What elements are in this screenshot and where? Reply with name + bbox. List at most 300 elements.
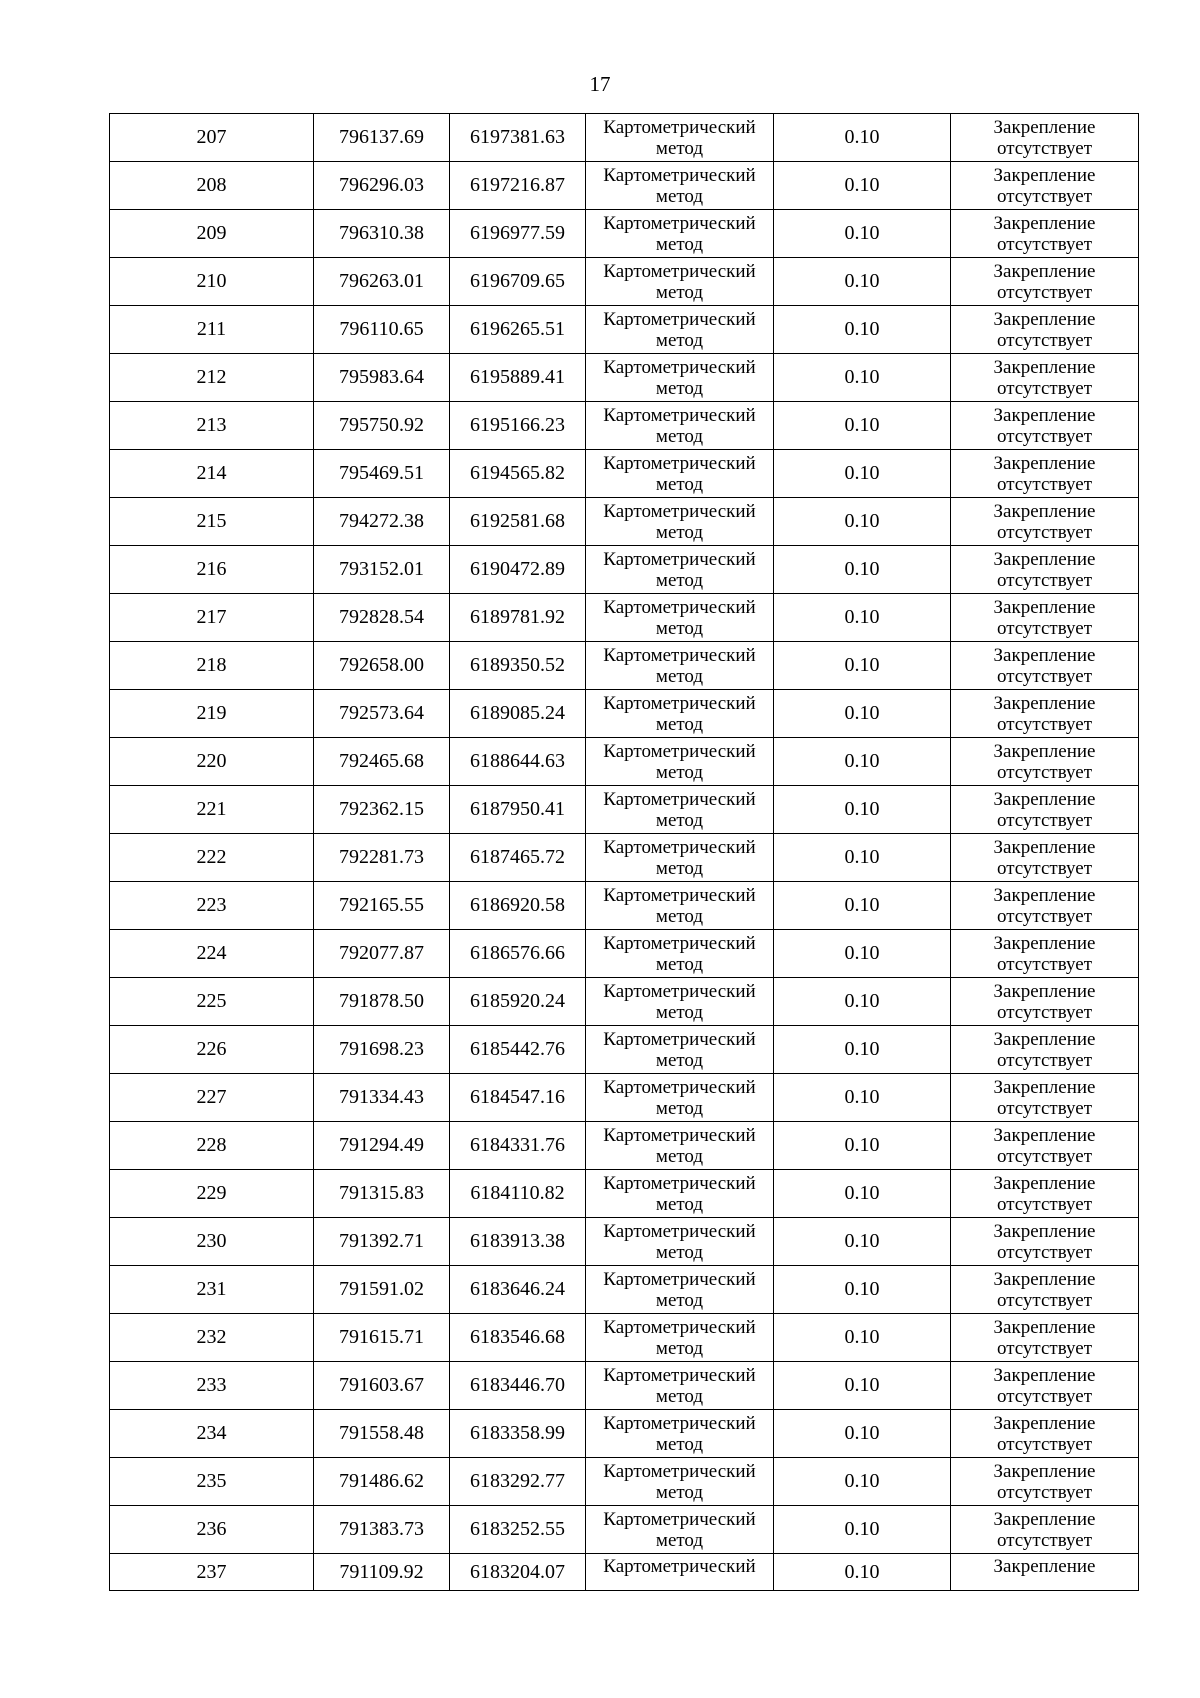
method-cell-line: Картометрический	[603, 357, 756, 378]
x-coordinate-cell: 796263.01	[314, 258, 450, 306]
point-number-cell: 211	[110, 306, 314, 354]
table-row	[110, 930, 1139, 978]
table-row	[110, 882, 1139, 930]
fixing-cell-line: отсутствует	[996, 186, 1093, 207]
point-number-cell: 207	[110, 114, 314, 162]
fixing-cell-line: Закрепление	[993, 213, 1096, 234]
x-coordinate-cell: 791591.02	[314, 1266, 450, 1314]
fixing-cell	[951, 834, 1139, 882]
method-cell	[586, 1458, 774, 1506]
point-number-cell: 214	[110, 450, 314, 498]
fixing-cell	[951, 258, 1139, 306]
method-cell-line: Картометрический	[603, 981, 756, 1002]
method-cell-line: Картометрический	[603, 165, 756, 186]
x-coordinate-cell: 792077.87	[314, 930, 450, 978]
y-coordinate-cell: 6194565.82	[450, 450, 586, 498]
x-coordinate-cell: 791615.71	[314, 1314, 450, 1362]
method-cell-line: Картометрический	[603, 1461, 756, 1482]
fixing-cell	[951, 114, 1139, 162]
table-row	[110, 834, 1139, 882]
x-coordinate-cell: 795750.92	[314, 402, 450, 450]
fixing-cell	[951, 546, 1139, 594]
method-cell-line: метод	[655, 1002, 704, 1023]
method-cell-line: Картометрический	[603, 1317, 756, 1338]
x-coordinate-cell: 791603.67	[314, 1362, 450, 1410]
y-coordinate-cell: 6183913.38	[450, 1218, 586, 1266]
point-number-cell: 228	[110, 1122, 314, 1170]
fixing-cell-line: Закрепление	[993, 501, 1096, 522]
point-number-cell: 229	[110, 1170, 314, 1218]
x-coordinate-cell: 792281.73	[314, 834, 450, 882]
accuracy-cell: 0.10	[774, 978, 951, 1026]
fixing-cell-line: Закрепление	[993, 933, 1096, 954]
fixing-cell	[951, 930, 1139, 978]
fixing-cell-line: отсутствует	[996, 762, 1093, 783]
method-cell-line: Картометрический	[603, 1029, 756, 1050]
table-row	[110, 1458, 1139, 1506]
fixing-cell-line: Закрепление	[993, 1269, 1096, 1290]
method-cell	[586, 1218, 774, 1266]
method-cell-line: метод	[655, 1242, 704, 1263]
x-coordinate-cell: 791294.49	[314, 1122, 450, 1170]
accuracy-cell: 0.10	[774, 642, 951, 690]
fixing-cell	[951, 978, 1139, 1026]
point-number-cell: 232	[110, 1314, 314, 1362]
point-number-cell: 236	[110, 1506, 314, 1554]
method-cell-line: Картометрический	[603, 1077, 756, 1098]
table-row	[110, 1218, 1139, 1266]
table-row	[110, 1170, 1139, 1218]
fixing-cell	[951, 498, 1139, 546]
table-row	[110, 354, 1139, 402]
y-coordinate-cell: 6184110.82	[450, 1170, 586, 1218]
point-number-cell: 222	[110, 834, 314, 882]
fixing-cell	[951, 1122, 1139, 1170]
y-coordinate-cell: 6196265.51	[450, 306, 586, 354]
table-row	[110, 690, 1139, 738]
y-coordinate-cell: 6189085.24	[450, 690, 586, 738]
table-row	[110, 1410, 1139, 1458]
table-row	[110, 1074, 1139, 1122]
method-cell-line: Картометрический	[603, 837, 756, 858]
fixing-cell-line: отсутствует	[996, 1050, 1093, 1071]
fixing-cell-line: Закрепление	[993, 1221, 1096, 1242]
method-cell-line: Картометрический	[603, 1173, 756, 1194]
fixing-cell	[951, 402, 1139, 450]
method-cell	[586, 1074, 774, 1122]
accuracy-cell: 0.10	[774, 1026, 951, 1074]
fixing-cell-line: отсутствует	[996, 522, 1093, 543]
method-cell	[586, 786, 774, 834]
fixing-cell-line: Закрепление	[993, 357, 1096, 378]
fixing-cell-line: Закрепление	[993, 261, 1096, 282]
fixing-cell-line: отсутствует	[996, 1098, 1093, 1119]
accuracy-cell: 0.10	[774, 1074, 951, 1122]
x-coordinate-cell: 792165.55	[314, 882, 450, 930]
x-coordinate-cell: 792465.68	[314, 738, 450, 786]
y-coordinate-cell: 6186576.66	[450, 930, 586, 978]
table-row	[110, 114, 1139, 162]
fixing-cell-line: отсутствует	[996, 474, 1093, 495]
method-cell-line: метод	[655, 570, 704, 591]
accuracy-cell: 0.10	[774, 1458, 951, 1506]
x-coordinate-cell: 796310.38	[314, 210, 450, 258]
table-row	[110, 1362, 1139, 1410]
y-coordinate-cell: 6190472.89	[450, 546, 586, 594]
method-cell-line: Картометрический	[603, 1365, 756, 1386]
x-coordinate-cell: 791878.50	[314, 978, 450, 1026]
accuracy-cell: 0.10	[774, 306, 951, 354]
accuracy-cell: 0.10	[774, 258, 951, 306]
method-cell-line: метод	[655, 522, 704, 543]
x-coordinate-cell: 796110.65	[314, 306, 450, 354]
point-number-cell: 230	[110, 1218, 314, 1266]
method-cell-line: Картометрический	[603, 1556, 756, 1577]
point-number-cell: 235	[110, 1458, 314, 1506]
fixing-cell-line: Закрепление	[993, 789, 1096, 810]
method-cell-line: Картометрический	[603, 1221, 756, 1242]
y-coordinate-cell: 6184547.16	[450, 1074, 586, 1122]
fixing-cell-line: отсутствует	[996, 810, 1093, 831]
method-cell-line: метод	[655, 810, 704, 831]
coordinates-table	[109, 113, 1139, 1591]
method-cell	[586, 402, 774, 450]
fixing-cell-line: Закрепление	[993, 1413, 1096, 1434]
table-row	[110, 738, 1139, 786]
accuracy-cell: 0.10	[774, 1554, 951, 1591]
table-row	[110, 210, 1139, 258]
method-cell-line: Картометрический	[603, 597, 756, 618]
method-cell	[586, 498, 774, 546]
x-coordinate-cell: 795983.64	[314, 354, 450, 402]
accuracy-cell: 0.10	[774, 498, 951, 546]
fixing-cell-line: Закрепление	[993, 693, 1096, 714]
point-number-cell: 234	[110, 1410, 314, 1458]
fixing-cell-line: отсутствует	[996, 666, 1093, 687]
table-row	[110, 1314, 1139, 1362]
x-coordinate-cell: 791334.43	[314, 1074, 450, 1122]
method-cell-line: метод	[655, 1434, 704, 1455]
fixing-cell-line: Закрепление	[993, 549, 1096, 570]
method-cell-line: метод	[655, 906, 704, 927]
method-cell-line: Картометрический	[603, 117, 756, 138]
method-cell-line: Картометрический	[603, 501, 756, 522]
fixing-cell	[951, 1218, 1139, 1266]
fixing-cell	[951, 162, 1139, 210]
fixing-cell-line: Закрепление	[993, 1461, 1096, 1482]
method-cell-line: метод	[655, 1050, 704, 1071]
fixing-cell-line: отсутствует	[996, 1482, 1093, 1503]
table-row	[110, 642, 1139, 690]
method-cell-line: Картометрический	[603, 1509, 756, 1530]
y-coordinate-cell: 6183292.77	[450, 1458, 586, 1506]
method-cell-line: Картометрический	[603, 213, 756, 234]
accuracy-cell: 0.10	[774, 1122, 951, 1170]
x-coordinate-cell: 791315.83	[314, 1170, 450, 1218]
fixing-cell-line: Закрепление	[993, 837, 1096, 858]
method-cell-line: Картометрический	[603, 549, 756, 570]
table-row	[110, 1122, 1139, 1170]
method-cell	[586, 1026, 774, 1074]
point-number-cell: 226	[110, 1026, 314, 1074]
method-cell-line: метод	[655, 1194, 704, 1215]
y-coordinate-cell: 6183204.07	[450, 1554, 586, 1591]
method-cell-line: Картометрический	[603, 309, 756, 330]
y-coordinate-cell: 6195889.41	[450, 354, 586, 402]
y-coordinate-cell: 6183446.70	[450, 1362, 586, 1410]
method-cell-line: метод	[655, 474, 704, 495]
method-cell-line: Картометрический	[603, 1125, 756, 1146]
fixing-cell	[951, 1026, 1139, 1074]
fixing-cell-line: Закрепление	[993, 1509, 1096, 1530]
point-number-cell: 210	[110, 258, 314, 306]
point-number-cell: 237	[110, 1554, 314, 1591]
method-cell	[586, 306, 774, 354]
point-number-cell: 213	[110, 402, 314, 450]
y-coordinate-cell: 6186920.58	[450, 882, 586, 930]
y-coordinate-cell: 6188644.63	[450, 738, 586, 786]
method-cell	[586, 354, 774, 402]
fixing-cell	[951, 882, 1139, 930]
accuracy-cell: 0.10	[774, 738, 951, 786]
fixing-cell-line: отсутствует	[996, 618, 1093, 639]
method-cell-line: метод	[655, 1338, 704, 1359]
fixing-cell-line: отсутствует	[996, 1242, 1093, 1263]
method-cell-line: метод	[655, 138, 704, 159]
method-cell	[586, 1314, 774, 1362]
x-coordinate-cell: 794272.38	[314, 498, 450, 546]
table-body	[110, 114, 1139, 1591]
fixing-cell	[951, 1362, 1139, 1410]
method-cell-line: метод	[655, 666, 704, 687]
accuracy-cell: 0.10	[774, 786, 951, 834]
table-row	[110, 402, 1139, 450]
x-coordinate-cell: 791383.73	[314, 1506, 450, 1554]
accuracy-cell: 0.10	[774, 354, 951, 402]
method-cell	[586, 546, 774, 594]
x-coordinate-cell: 796296.03	[314, 162, 450, 210]
page-number: 17	[589, 72, 611, 96]
y-coordinate-cell: 6196709.65	[450, 258, 586, 306]
fixing-cell-line: отсутствует	[996, 1338, 1093, 1359]
fixing-cell-line: отсутствует	[996, 1434, 1093, 1455]
method-cell-line: метод	[655, 426, 704, 447]
x-coordinate-cell: 792658.00	[314, 642, 450, 690]
accuracy-cell: 0.10	[774, 1218, 951, 1266]
accuracy-cell: 0.10	[774, 1266, 951, 1314]
fixing-cell	[951, 1410, 1139, 1458]
y-coordinate-cell: 6196977.59	[450, 210, 586, 258]
fixing-cell-line: отсутствует	[996, 858, 1093, 879]
fixing-cell-line: отсутствует	[996, 1530, 1093, 1551]
method-cell	[586, 882, 774, 930]
table-row	[110, 450, 1139, 498]
fixing-cell	[951, 210, 1139, 258]
method-cell	[586, 114, 774, 162]
fixing-cell-line: Закрепление	[993, 1556, 1096, 1577]
method-cell-line: метод	[655, 1386, 704, 1407]
method-cell	[586, 690, 774, 738]
method-cell	[586, 258, 774, 306]
method-cell-line: Картометрический	[603, 741, 756, 762]
table-row	[110, 546, 1139, 594]
accuracy-cell: 0.10	[774, 1170, 951, 1218]
x-coordinate-cell: 791558.48	[314, 1410, 450, 1458]
accuracy-cell: 0.10	[774, 930, 951, 978]
y-coordinate-cell: 6183252.55	[450, 1506, 586, 1554]
x-coordinate-cell: 795469.51	[314, 450, 450, 498]
x-coordinate-cell: 791486.62	[314, 1458, 450, 1506]
fixing-cell	[951, 450, 1139, 498]
method-cell	[586, 450, 774, 498]
table-row	[110, 498, 1139, 546]
method-cell-line: метод	[655, 762, 704, 783]
accuracy-cell: 0.10	[774, 1314, 951, 1362]
method-cell-line: метод	[655, 1098, 704, 1119]
point-number-cell: 209	[110, 210, 314, 258]
y-coordinate-cell: 6187950.41	[450, 786, 586, 834]
fixing-cell	[951, 1506, 1139, 1554]
point-number-cell: 212	[110, 354, 314, 402]
point-number-cell: 227	[110, 1074, 314, 1122]
table-row	[110, 786, 1139, 834]
point-number-cell: 224	[110, 930, 314, 978]
fixing-cell-line: отсутствует	[996, 234, 1093, 255]
fixing-cell	[951, 642, 1139, 690]
table-row	[110, 1266, 1139, 1314]
x-coordinate-cell: 796137.69	[314, 114, 450, 162]
point-number-cell: 216	[110, 546, 314, 594]
y-coordinate-cell: 6183646.24	[450, 1266, 586, 1314]
method-cell-line: метод	[655, 1290, 704, 1311]
accuracy-cell: 0.10	[774, 1362, 951, 1410]
fixing-cell-line: Закрепление	[993, 885, 1096, 906]
accuracy-cell: 0.10	[774, 210, 951, 258]
point-number-cell: 233	[110, 1362, 314, 1410]
method-cell-line: метод	[655, 234, 704, 255]
fixing-cell-line: отсутствует	[996, 378, 1093, 399]
fixing-cell	[951, 1554, 1139, 1591]
table-row	[110, 594, 1139, 642]
accuracy-cell: 0.10	[774, 1410, 951, 1458]
method-cell-line: метод	[655, 1530, 704, 1551]
table-row	[110, 978, 1139, 1026]
method-cell-line: метод	[655, 186, 704, 207]
method-cell-line: метод	[655, 1482, 704, 1503]
accuracy-cell: 0.10	[774, 690, 951, 738]
method-cell-line: Картометрический	[603, 261, 756, 282]
method-cell-line: Картометрический	[603, 789, 756, 810]
fixing-cell-line: Закрепление	[993, 1077, 1096, 1098]
method-cell	[586, 594, 774, 642]
point-number-cell: 220	[110, 738, 314, 786]
method-cell	[586, 1362, 774, 1410]
accuracy-cell: 0.10	[774, 546, 951, 594]
x-coordinate-cell: 793152.01	[314, 546, 450, 594]
y-coordinate-cell: 6197216.87	[450, 162, 586, 210]
fixing-cell-line: Закрепление	[993, 165, 1096, 186]
fixing-cell-line: Закрепление	[993, 741, 1096, 762]
method-cell	[586, 1266, 774, 1314]
fixing-cell-line: отсутствует	[996, 1290, 1093, 1311]
method-cell	[586, 1170, 774, 1218]
method-cell-line: метод	[655, 618, 704, 639]
table-row	[110, 306, 1139, 354]
fixing-cell-line: отсутствует	[996, 426, 1093, 447]
y-coordinate-cell: 6183358.99	[450, 1410, 586, 1458]
fixing-cell-line: отсутствует	[996, 906, 1093, 927]
accuracy-cell: 0.10	[774, 114, 951, 162]
method-cell	[586, 978, 774, 1026]
method-cell-line: метод	[655, 858, 704, 879]
x-coordinate-cell: 792828.54	[314, 594, 450, 642]
fixing-cell-line: Закрепление	[993, 453, 1096, 474]
method-cell-line: Картометрический	[603, 453, 756, 474]
method-cell	[586, 1410, 774, 1458]
fixing-cell-line: Закрепление	[993, 1317, 1096, 1338]
fixing-cell-line: отсутствует	[996, 138, 1093, 159]
point-number-cell: 223	[110, 882, 314, 930]
fixing-cell-line: отсутствует	[996, 954, 1093, 975]
method-cell-line: Картометрический	[603, 645, 756, 666]
method-cell-line: Картометрический	[603, 1413, 756, 1434]
point-number-cell: 219	[110, 690, 314, 738]
y-coordinate-cell: 6183546.68	[450, 1314, 586, 1362]
x-coordinate-cell: 792573.64	[314, 690, 450, 738]
accuracy-cell: 0.10	[774, 402, 951, 450]
fixing-cell	[951, 690, 1139, 738]
table-row	[110, 258, 1139, 306]
fixing-cell-line: отсутствует	[996, 1194, 1093, 1215]
point-number-cell: 231	[110, 1266, 314, 1314]
method-cell-line: метод	[655, 378, 704, 399]
fixing-cell	[951, 1266, 1139, 1314]
fixing-cell-line: отсутствует	[996, 1002, 1093, 1023]
y-coordinate-cell: 6195166.23	[450, 402, 586, 450]
fixing-cell	[951, 786, 1139, 834]
fixing-cell-line: Закрепление	[993, 405, 1096, 426]
fixing-cell	[951, 1074, 1139, 1122]
y-coordinate-cell: 6185442.76	[450, 1026, 586, 1074]
method-cell-line: метод	[655, 954, 704, 975]
method-cell	[586, 642, 774, 690]
fixing-cell-line: Закрепление	[993, 117, 1096, 138]
point-number-cell: 225	[110, 978, 314, 1026]
x-coordinate-cell: 791698.23	[314, 1026, 450, 1074]
method-cell	[586, 834, 774, 882]
fixing-cell-line: Закрепление	[993, 645, 1096, 666]
y-coordinate-cell: 6192581.68	[450, 498, 586, 546]
table-row	[110, 1554, 1139, 1591]
method-cell	[586, 1122, 774, 1170]
accuracy-cell: 0.10	[774, 1506, 951, 1554]
fixing-cell-line: Закрепление	[993, 1029, 1096, 1050]
table-row	[110, 1026, 1139, 1074]
method-cell-line: метод	[655, 330, 704, 351]
accuracy-cell: 0.10	[774, 162, 951, 210]
fixing-cell-line: Закрепление	[993, 309, 1096, 330]
point-number-cell: 218	[110, 642, 314, 690]
fixing-cell	[951, 306, 1139, 354]
method-cell	[586, 930, 774, 978]
fixing-cell	[951, 1314, 1139, 1362]
method-cell-line: Картометрический	[603, 885, 756, 906]
method-cell-line: метод	[655, 714, 704, 735]
fixing-cell-line: Закрепление	[993, 981, 1096, 1002]
method-cell-line: метод	[655, 1146, 704, 1167]
fixing-cell	[951, 1170, 1139, 1218]
fixing-cell	[951, 354, 1139, 402]
